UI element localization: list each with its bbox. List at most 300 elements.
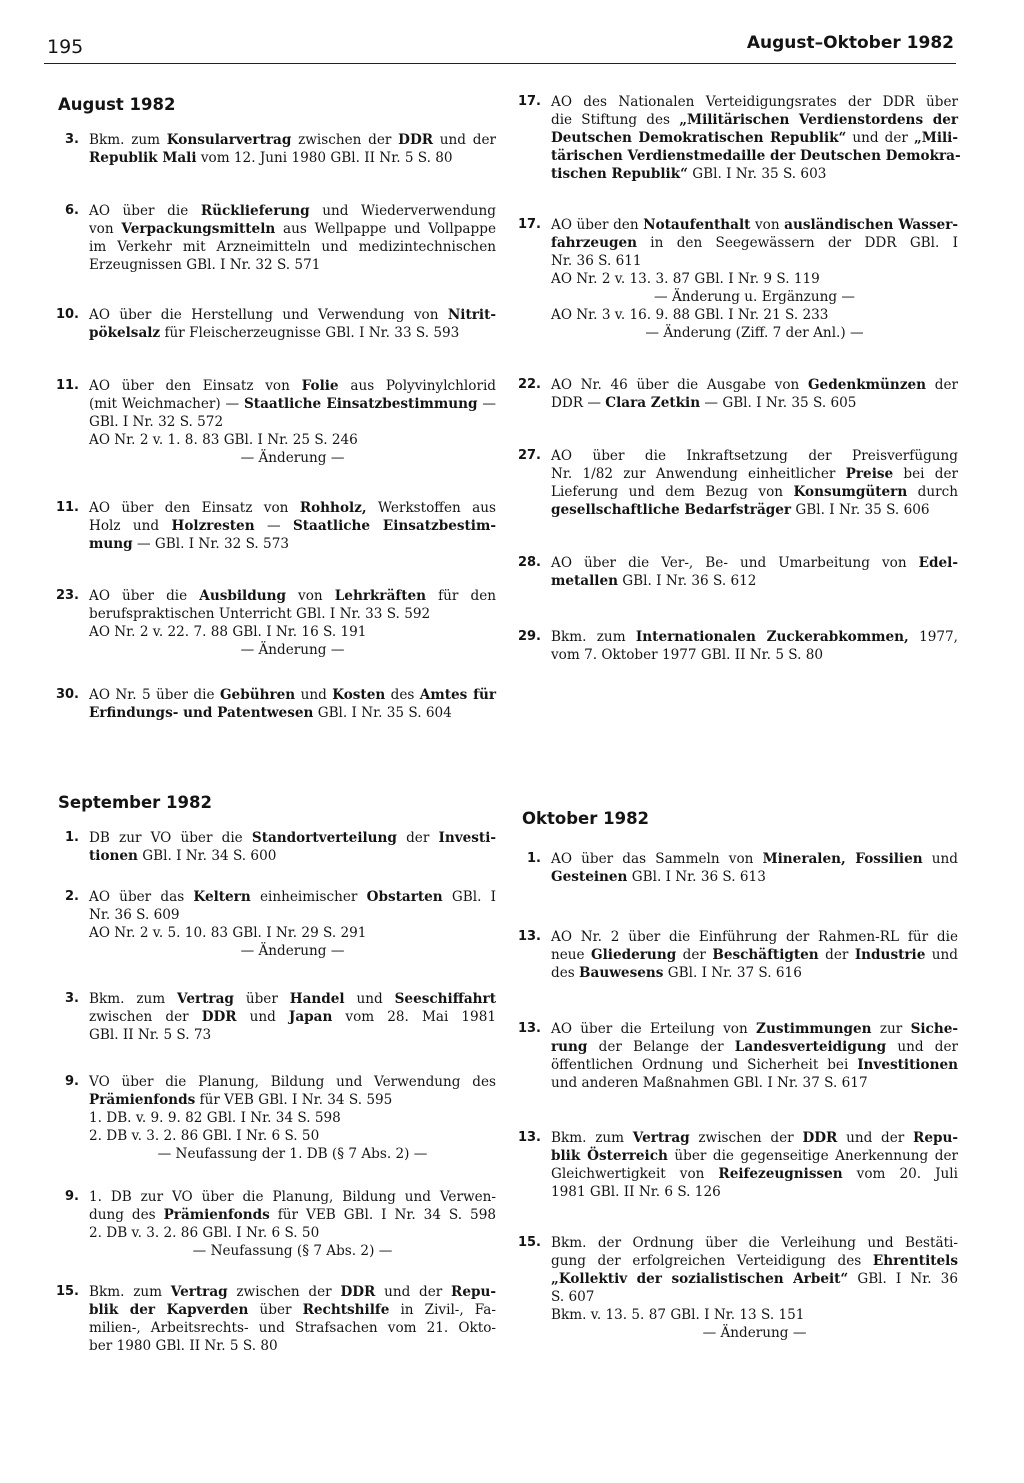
text-run: AO Nr. 2 v. 22. 7. 88 GBl. I Nr. 16 S. 191 (89, 624, 367, 640)
bold-keyword: Repu- (451, 1284, 497, 1300)
text-run: DB zur VO über die (89, 830, 252, 846)
bold-keyword: Rücklieferung (200, 203, 310, 219)
bold-keyword: Bauwesens (579, 965, 664, 981)
entry-line (89, 1091, 496, 1109)
entry-line (89, 1073, 496, 1091)
text-run: in den Seegewässern der DDR GBl. I (637, 235, 958, 251)
entry-day: 13. (517, 1021, 541, 1036)
entry-line (89, 499, 496, 517)
text-run: AO über den Einsatz von (89, 500, 300, 516)
bold-keyword: Republik Mali (89, 150, 197, 166)
entry-line (551, 1038, 958, 1056)
bold-keyword: Staatliche Einsatzbestim- (292, 518, 496, 534)
entry-line (551, 928, 958, 946)
bold-keyword: Konsumgütern (793, 484, 908, 500)
entry-day: 17. (517, 217, 541, 232)
running-title: August–Oktober 1982 (746, 33, 954, 53)
text-run: aus Polyvinylchlorid (338, 378, 496, 394)
text-run: und (922, 851, 958, 867)
text-run: VO über die Planung, Bildung und Verwendung des (89, 1074, 496, 1090)
header-rule (44, 63, 956, 64)
bold-keyword: DDR (201, 1009, 237, 1025)
bold-keyword: Kosten (332, 687, 386, 703)
bold-keyword: rung (551, 1039, 588, 1055)
entry-line (89, 605, 496, 623)
text-run: Nr. 1/82 zur Anwendung einheitlicher (551, 466, 846, 482)
entry-line (551, 1147, 958, 1165)
entry-text (89, 1073, 496, 1163)
entry-line (551, 501, 958, 519)
bold-keyword: blik Österreich (551, 1148, 668, 1164)
entry-text (89, 131, 496, 167)
bold-keyword: blik der Kapverden (89, 1302, 249, 1318)
entry-day: 13. (517, 1130, 541, 1145)
text-run: AO Nr. 2 v. 5. 10. 83 GBl. I Nr. 29 S. 291 (89, 925, 367, 941)
entry-line (89, 1224, 496, 1242)
text-run: und (344, 991, 395, 1007)
entry-day: 23. (55, 588, 79, 603)
entry-line (551, 1183, 958, 1201)
section-heading: September 1982 (58, 793, 212, 812)
entry-text (551, 928, 958, 982)
bold-keyword: Japan (288, 1009, 333, 1025)
text-run: DDR — (551, 395, 606, 411)
entry-line (551, 306, 958, 324)
bold-keyword: Reifezeugnissen (718, 1166, 843, 1182)
entry-line (89, 413, 496, 431)
entry-day: 10. (55, 307, 79, 322)
bold-keyword: Clara Zetkin (605, 395, 701, 411)
text-run: zwischen der (227, 1284, 341, 1300)
text-run: GBl. I Nr. 35 S. 604 (313, 705, 452, 721)
text-run: AO des Nationalen Verteidigungsrates der DDR über (551, 94, 958, 110)
bold-keyword: Vertrag (632, 1130, 690, 1146)
text-run: AO Nr. 2 über die Einführung der Rahmen-RL für die (551, 929, 958, 945)
entry-line (89, 1127, 496, 1145)
bold-keyword: pökelsalz (89, 325, 161, 341)
text-run: neue (551, 947, 592, 963)
entry-text (89, 377, 496, 467)
entry-line (89, 1188, 496, 1206)
text-run: GBl. I Nr. 37 S. 616 (663, 965, 802, 981)
text-run: zwischen der (291, 132, 399, 148)
text-run: Bkm. zum (551, 1130, 633, 1146)
entry-line (551, 270, 958, 288)
entry-line (551, 483, 958, 501)
entry-line (551, 376, 958, 394)
text-run: von (89, 221, 122, 237)
text-run: AO über die Inkraftsetzung der Preisverfügung (551, 448, 958, 464)
bold-keyword: Mineralen, Fossilien (762, 851, 923, 867)
entry-line (551, 129, 958, 147)
text-run: Gleichwertigkeit von (551, 1166, 719, 1182)
bold-keyword: Landesverteidigung (734, 1039, 887, 1055)
entry-day: 6. (65, 203, 79, 218)
entry-line (89, 377, 496, 395)
entry-text (551, 93, 961, 183)
entry-day: 11. (55, 500, 79, 515)
text-run: und (236, 1009, 289, 1025)
text-run: GBl. I Nr. 35 S. 606 (791, 502, 930, 518)
bold-keyword: fahrzeugen (551, 235, 637, 251)
text-run: der Belange der (587, 1039, 735, 1055)
entry-line (551, 93, 958, 111)
bold-keyword: Gebühren (219, 687, 296, 703)
text-run: — Neufassung (§ 7 Abs. 2) — (192, 1243, 393, 1259)
bold-keyword: Beschäftigten (712, 947, 819, 963)
entry-text (551, 447, 958, 519)
entry-line (89, 1008, 496, 1026)
text-run: gung der erfolgreichen Verteidigung des (551, 1253, 873, 1269)
text-run: im Verkehr mit Arzneimitteln und medizintechnischen (89, 239, 496, 255)
text-run: — Änderung — (702, 1325, 807, 1341)
text-run: über die gegenseitige Anerkennung der (667, 1148, 958, 1164)
text-run: AO Nr. 3 v. 16. 9. 88 GBl. I Nr. 21 S. 233 (551, 307, 829, 323)
entry-line (89, 990, 496, 1008)
entry-day: 27. (517, 448, 541, 463)
entry-line (89, 686, 496, 704)
entry-line (551, 447, 958, 465)
text-run: GBl. I Nr. 36 S. 612 (617, 573, 757, 589)
text-run: GBl. I Nr. 35 S. 603 (687, 166, 827, 182)
text-run: Bkm. zum (89, 132, 167, 148)
text-run: und der (846, 130, 914, 146)
text-run: und der (886, 1039, 958, 1055)
text-run: der (676, 947, 713, 963)
entry-text (551, 1234, 958, 1342)
text-run: und (925, 947, 958, 963)
entry-line (89, 1283, 496, 1301)
bold-keyword: Repu- (913, 1130, 959, 1146)
entry-line (551, 1129, 958, 1147)
entry-day: 2. (65, 889, 79, 904)
text-run: milien-, Arbeitsrechts- und Strafsachen vom 21. Okto- (89, 1320, 496, 1336)
text-run: AO Nr. 2 v. 1. 8. 83 GBl. I Nr. 25 S. 246 (89, 432, 358, 448)
text-run: vom 12. Juni 1980 GBl. II Nr. 5 S. 80 (196, 150, 453, 166)
bold-keyword: Gliederung (591, 947, 677, 963)
entry-day: 9. (65, 1189, 79, 1204)
text-run: für VEB GBl. I Nr. 34 S. 598 (269, 1207, 496, 1223)
text-run: — Neufassung der 1. DB (§ 7 Abs. 2) — (157, 1146, 428, 1162)
bold-keyword: Staatliche Einsatzbestimmung (243, 396, 478, 412)
bold-keyword: gesellschaftliche Bedarfsträger (551, 502, 792, 518)
entry-line (551, 1234, 958, 1252)
entry-text (89, 587, 496, 659)
bold-keyword: Zustimmungen (756, 1021, 872, 1037)
entry-day: 3. (65, 132, 79, 147)
entry-line (89, 449, 496, 467)
entry-line (551, 646, 958, 664)
bold-keyword: Edel- (918, 555, 958, 571)
text-run: — (477, 396, 496, 412)
entry-day: 15. (517, 1235, 541, 1250)
text-run: 1. DB zur VO über die Planung, Bildung und Verwen- (89, 1189, 496, 1205)
entry-line (551, 394, 958, 412)
text-run: 1. DB. v. 9. 9. 82 GBl. I Nr. 34 S. 598 (89, 1110, 341, 1126)
text-run: — Änderung — (240, 943, 345, 959)
entry-line (89, 1145, 496, 1163)
entry-line (551, 147, 961, 165)
bold-keyword: ausländischen Wasser- (784, 217, 958, 233)
text-run: von (285, 588, 335, 604)
text-run: und der (837, 1130, 914, 1146)
text-run: öffentlichen Ordnung und Sicherheit bei (551, 1057, 858, 1073)
entry-day: 13. (517, 929, 541, 944)
bold-keyword: mung (89, 536, 133, 552)
entry-line (89, 924, 496, 942)
entry-line (89, 829, 496, 847)
text-run: — Änderung (Ziff. 7 der Anl.) — (645, 325, 864, 341)
entry-text (89, 1188, 496, 1260)
entry-line (89, 131, 496, 149)
entry-line (89, 1242, 496, 1260)
text-run: des (385, 687, 420, 703)
entry-line (89, 704, 496, 722)
text-run: Bkm. zum (551, 629, 636, 645)
text-run: GBl. II Nr. 5 S. 73 (89, 1027, 212, 1043)
text-run: AO Nr. 46 über die Ausgabe von (551, 377, 808, 393)
text-run: GBl. I Nr. 36 (848, 1271, 958, 1287)
text-run: 1981 GBl. II Nr. 6 S. 126 (551, 1184, 721, 1200)
text-run: durch (907, 484, 958, 500)
text-run: Erzeugnissen GBl. I Nr. 32 S. 571 (89, 257, 321, 273)
entry-line (551, 111, 958, 129)
text-run: AO über die (89, 588, 200, 604)
entry-text (89, 686, 496, 722)
entry-line (551, 572, 958, 590)
text-run: — GBl. I Nr. 35 S. 605 (700, 395, 857, 411)
entry-line (551, 628, 958, 646)
bold-keyword: tischen Republik“ (551, 166, 688, 182)
entry-line (89, 888, 496, 906)
text-run: und der (433, 132, 496, 148)
text-run: die Stiftung des (551, 112, 680, 128)
bold-keyword: Nitrit- (447, 307, 496, 323)
text-run: berufspraktischen Unterricht GBl. I Nr. 33 S. 592 (89, 606, 431, 622)
bold-keyword: metallen (551, 573, 618, 589)
bold-keyword: Gedenkmünzen (807, 377, 927, 393)
bold-keyword: Siche- (910, 1021, 958, 1037)
entry-line (89, 431, 496, 449)
text-run: Bkm. zum (89, 1284, 171, 1300)
entry-line (551, 850, 958, 868)
text-run: Werkstoffen aus (366, 500, 496, 516)
text-run: und anderen Maßnahmen GBl. I Nr. 37 S. 617 (551, 1075, 868, 1091)
bold-keyword: Vertrag (177, 991, 234, 1007)
text-run: und der (375, 1284, 452, 1300)
bold-keyword: Konsularvertrag (166, 132, 292, 148)
bold-keyword: Prämienfonds (163, 1207, 270, 1223)
entry-line (551, 1165, 958, 1183)
entry-line (89, 306, 496, 324)
text-run: GBl. I (442, 889, 497, 905)
text-run: ber 1980 GBl. II Nr. 5 S. 80 (89, 1338, 278, 1354)
bold-keyword: Deutschen Demokratischen Republik“ (551, 130, 847, 146)
entry-line (89, 238, 496, 256)
entry-text (551, 216, 958, 342)
bold-keyword: Folie (301, 378, 339, 394)
text-run: bei der (893, 466, 958, 482)
text-run: (mit Weichmacher) — (89, 396, 244, 412)
text-run: der (926, 377, 958, 393)
text-run: — (254, 518, 293, 534)
bold-keyword: „Mili- (913, 130, 958, 146)
text-run: Nr. 36 S. 609 (89, 907, 180, 923)
entry-day: 22. (517, 377, 541, 392)
entry-line (89, 942, 496, 960)
bold-keyword: Ausbildung (199, 588, 286, 604)
text-run: — Änderung — (240, 642, 345, 658)
entry-line (551, 1288, 958, 1306)
entry-line (89, 1337, 496, 1355)
entry-text (551, 1129, 958, 1201)
text-run: für Fleischerzeugnisse GBl. I Nr. 33 S. 593 (160, 325, 460, 341)
entry-line (551, 554, 958, 572)
section-heading: August 1982 (58, 95, 176, 114)
text-run: AO über das (89, 889, 194, 905)
entry-text (551, 376, 958, 412)
bold-keyword: Gesteinen (551, 869, 628, 885)
text-run: über (233, 991, 290, 1007)
bold-keyword: Holzresten (171, 518, 255, 534)
text-run: von (750, 217, 785, 233)
section-heading: Oktober 1982 (522, 809, 650, 828)
entry-line (89, 395, 496, 413)
entry-day: 11. (55, 378, 79, 393)
entry-line (551, 252, 958, 270)
entry-line (551, 1074, 958, 1092)
text-run: und Wiederverwendung (309, 203, 496, 219)
bold-keyword: Rechtshilfe (302, 1302, 390, 1318)
entry-line (551, 1020, 958, 1038)
bold-keyword: Erfindungs- und Patentwesen (89, 705, 314, 721)
entry-text (551, 554, 958, 590)
text-run: Nr. 36 S. 611 (551, 253, 642, 269)
entry-day: 15. (55, 1284, 79, 1299)
entry-text (89, 499, 496, 553)
bold-keyword: Ehrentitels (872, 1253, 958, 1269)
text-run: — GBl. I Nr. 32 S. 573 (132, 536, 289, 552)
text-run: für den (426, 588, 496, 604)
text-run: der (818, 947, 855, 963)
entry-line (89, 220, 496, 238)
entry-line (89, 1206, 496, 1224)
text-run: zwischen der (89, 1009, 202, 1025)
text-run: AO über die Erteilung von (551, 1021, 757, 1037)
entry-line (551, 1306, 958, 1324)
bold-keyword: Prämienfonds (89, 1092, 196, 1108)
entry-text (89, 829, 496, 865)
bold-keyword: DDR (398, 132, 434, 148)
text-run: aus Wellpappe und Vollpappe (275, 221, 496, 237)
entry-text (89, 990, 496, 1044)
entry-line (551, 1056, 958, 1074)
entry-line (89, 623, 496, 641)
bold-keyword: Lehrkräften (334, 588, 427, 604)
text-run: — Änderung — (240, 450, 345, 466)
entry-line (89, 587, 496, 605)
bold-keyword: Seeschiffahrt (394, 991, 496, 1007)
entry-text (89, 306, 496, 342)
entry-line (89, 324, 496, 342)
text-run: zur (871, 1021, 911, 1037)
bold-keyword: Handel (289, 991, 345, 1007)
text-run: vom 7. Oktober 1977 GBl. II Nr. 5 S. 80 (551, 647, 824, 663)
entry-text (89, 1283, 496, 1355)
text-run: des (551, 965, 580, 981)
bold-keyword: Internationalen Zuckerabkommen, (635, 629, 909, 645)
entry-line (89, 1301, 496, 1319)
text-run: AO über die (89, 203, 201, 219)
entry-text (551, 628, 958, 664)
text-run: AO über die Ver-, Be- und Umarbeitung von (551, 555, 919, 571)
bold-keyword: Obstarten (366, 889, 443, 905)
entry-line (89, 906, 496, 924)
text-run: AO über die Herstellung und Verwendung von (89, 307, 448, 323)
text-run: GBl. I Nr. 32 S. 572 (89, 414, 224, 430)
entry-day: 17. (517, 94, 541, 109)
text-run: GBl. I Nr. 36 S. 613 (627, 869, 766, 885)
entry-day: 3. (65, 991, 79, 1006)
entry-day: 9. (65, 1074, 79, 1089)
entry-day: 1. (527, 851, 541, 866)
page-number: 195 (47, 36, 84, 58)
entry-line (89, 149, 496, 167)
text-run: S. 607 (551, 1289, 595, 1305)
entry-line (89, 256, 496, 274)
bold-keyword: Industrie (854, 947, 926, 963)
bold-keyword: Verpackungsmitteln (121, 221, 276, 237)
text-run: Lieferung und dem Bezug von (551, 484, 794, 500)
text-run: vom 28. Mai 1981 (332, 1009, 496, 1025)
entry-line (551, 288, 958, 306)
bold-keyword: DDR (802, 1130, 838, 1146)
text-run: Bkm. der Ordnung über die Verleihung und Bestäti- (551, 1235, 958, 1251)
text-run: Bkm. zum (89, 991, 178, 1007)
text-run: AO über das Sammeln von (551, 851, 763, 867)
bold-keyword: DDR (340, 1284, 376, 1300)
bold-keyword: Amtes für (419, 687, 496, 703)
text-run: für VEB GBl. I Nr. 34 S. 595 (195, 1092, 393, 1108)
text-run: GBl. I Nr. 34 S. 600 (137, 848, 277, 864)
entry-text (89, 888, 496, 960)
bold-keyword: Rohholz, (299, 500, 367, 516)
text-run: einheimischer (250, 889, 367, 905)
entry-day: 1. (65, 830, 79, 845)
entry-line (551, 868, 958, 886)
entry-line (89, 847, 496, 865)
entry-line (551, 1324, 958, 1342)
text-run: in Zivil-, Fa- (389, 1302, 496, 1318)
text-run: — Änderung u. Ergänzung — (654, 289, 855, 305)
entry-text (551, 1020, 958, 1092)
text-run: AO Nr. 2 v. 13. 3. 87 GBl. I Nr. 9 S. 119 (551, 271, 820, 287)
entry-line (89, 202, 496, 220)
entry-line (89, 641, 496, 659)
entry-line (551, 1252, 958, 1270)
bold-keyword: Investi- (438, 830, 496, 846)
entry-line (551, 1270, 958, 1288)
entry-line (89, 1319, 496, 1337)
text-run: 2. DB v. 3. 2. 86 GBl. I Nr. 6 S. 50 (89, 1128, 320, 1144)
text-run: und (295, 687, 333, 703)
text-run: der (396, 830, 439, 846)
entry-line (551, 964, 958, 982)
bold-keyword: tionen (89, 848, 138, 864)
bold-keyword: Vertrag (170, 1284, 228, 1300)
entry-line (89, 517, 496, 535)
bold-keyword: Keltern (193, 889, 251, 905)
